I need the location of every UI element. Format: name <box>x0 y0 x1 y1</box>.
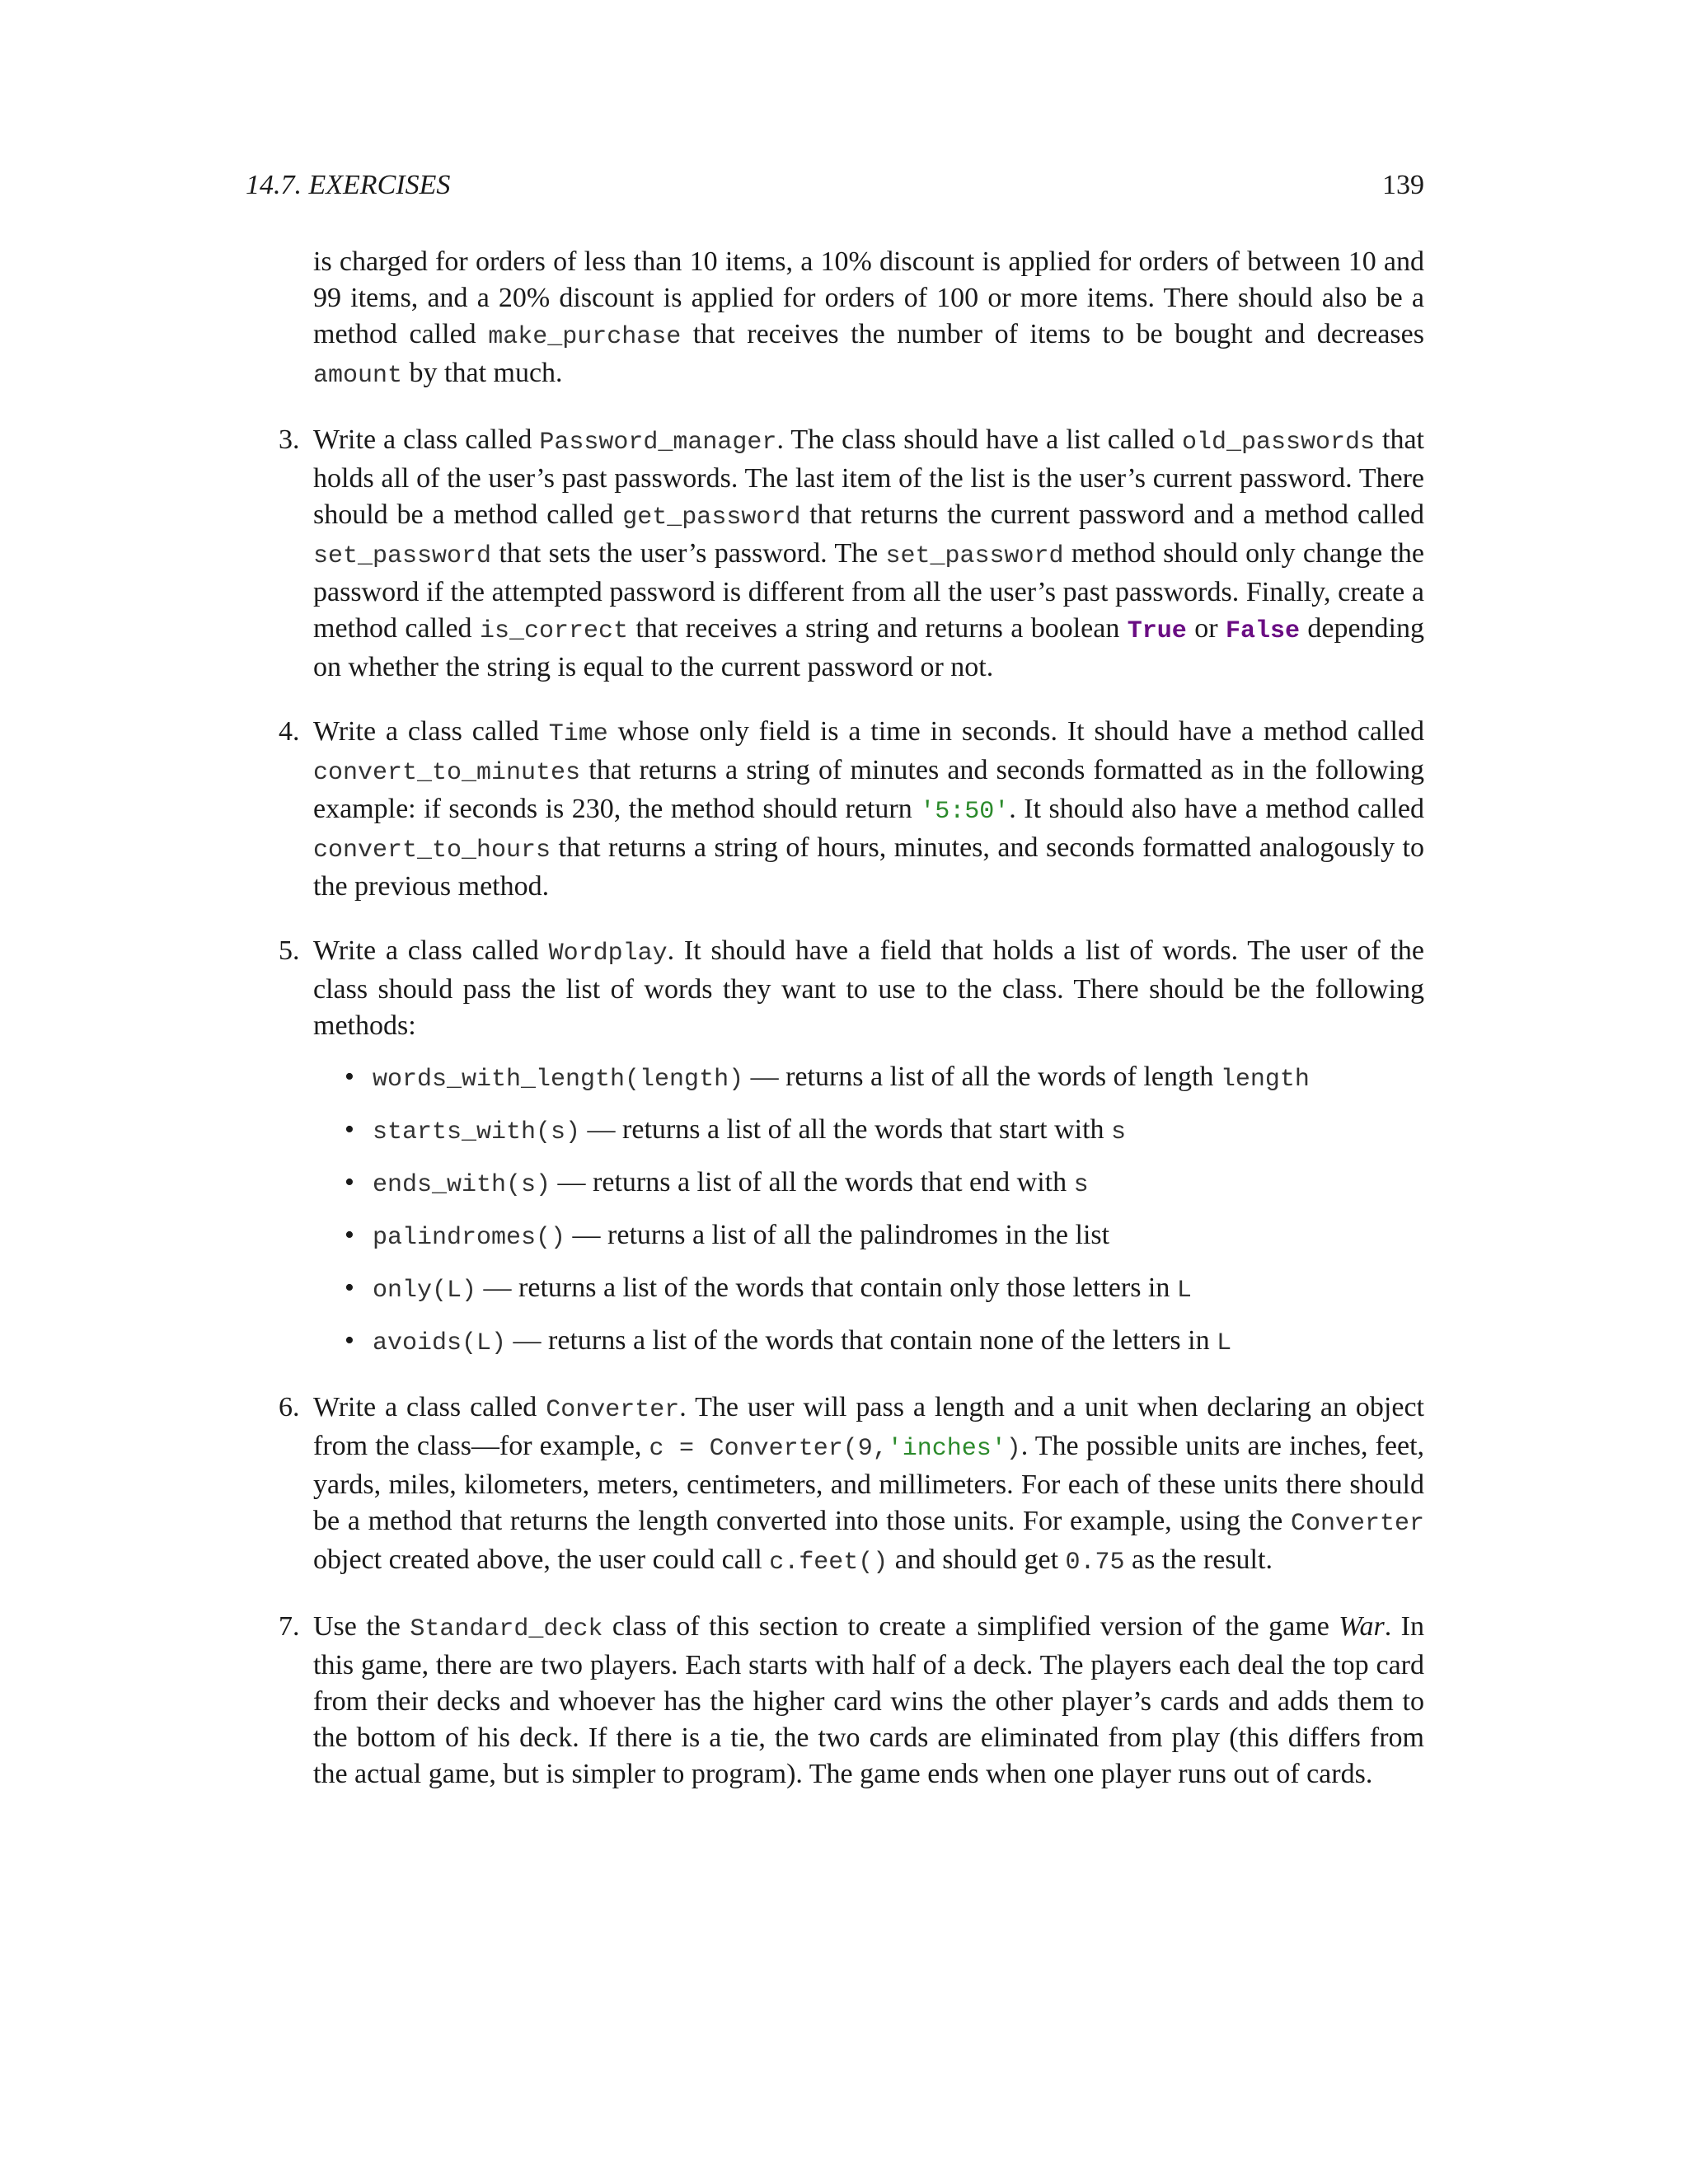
keyword-true: True <box>1127 617 1187 645</box>
text: that returns a string of hours, minutes, and seconds formatted analogously to the previous method. <box>313 832 1424 902</box>
text: . The class should have a list called <box>776 424 1182 455</box>
text: by that much. <box>402 358 563 388</box>
code-set-password: set_password <box>885 542 1064 570</box>
text: that returns a string of minutes and seconds formatted as in the following example: if seconds is 230, the method should return <box>313 755 1424 824</box>
text: depending on whether the string is equal to the current password or not. <box>313 613 1424 682</box>
method-code: words_with_length(length) <box>373 1066 744 1094</box>
exercise-number: 5. <box>279 935 300 966</box>
code-is-correct: is_correct <box>479 617 628 645</box>
text: that holds all of the user’s past passwords. The last item of the list is the user’s current password. There should be a method called <box>313 424 1424 530</box>
text: — returns a list of all the palindromes in the list <box>565 1220 1110 1250</box>
text: Write a class called <box>313 716 549 747</box>
code-amount: amount <box>313 362 403 390</box>
method-code: avoids(L) <box>373 1329 507 1357</box>
list-item <box>345 1165 1424 1203</box>
list-item <box>345 1217 1424 1256</box>
code-make-purchase: make_purchase <box>488 323 682 351</box>
code-feet-call: c.feet() <box>769 1549 889 1577</box>
code-get-password: get_password <box>622 504 801 532</box>
exercise-3 <box>279 422 1425 686</box>
text: . It should have a field that holds a list of words. The user of the class should pass the list of words they want to use to the class. There should be the following methods: <box>313 935 1424 1041</box>
method-arg: L <box>1217 1329 1232 1357</box>
text: Write a class called <box>313 935 549 966</box>
code-converter: Converter <box>546 1396 680 1424</box>
text: — returns a list of all the words that end with <box>551 1167 1074 1197</box>
text: . It should also have a method called <box>1009 794 1424 824</box>
text: — returns a list of all the words that start with <box>580 1114 1112 1145</box>
text: class of this section to create a simplified version of the game <box>603 1611 1339 1642</box>
method-arg: s <box>1073 1171 1089 1199</box>
text: object created above, the user could call <box>313 1544 770 1575</box>
bullet: • <box>345 1220 354 1250</box>
list-item <box>345 1059 1424 1098</box>
code-time: Time <box>548 720 608 748</box>
text: method should only change the password if the attempted password is different from all the user’s past passwords. Finally, create a method called <box>313 538 1425 644</box>
exercise-6 <box>279 1390 1425 1581</box>
text: Write a class called <box>313 424 540 455</box>
page-body <box>246 244 1424 1821</box>
exercise-number: 3. <box>279 424 300 455</box>
text: — returns a list of the words that contain only those letters in <box>476 1272 1177 1303</box>
bullet: • <box>345 1325 354 1356</box>
exercise-5 <box>279 933 1424 1361</box>
text: — returns a list of all the words of length <box>743 1062 1221 1092</box>
text: — returns a list of the words that contain none of the letters in <box>506 1325 1217 1356</box>
code-password-manager: Password_manager <box>539 429 777 457</box>
text: that receives a string and returns a boolean <box>628 613 1128 644</box>
code-convert-to-hours: convert_to_hours <box>313 837 551 865</box>
code-old-passwords: old_passwords <box>1181 429 1376 457</box>
method-arg: L <box>1176 1277 1192 1305</box>
bullet: • <box>345 1272 354 1303</box>
game-name: War <box>1339 1611 1385 1642</box>
code-convert-to-minutes: convert_to_minutes <box>313 759 581 787</box>
method-code: palindromes() <box>373 1224 566 1252</box>
section-title: 14.7. EXERCISES <box>246 170 451 200</box>
bullet: • <box>345 1114 354 1145</box>
code-converter: Converter <box>1290 1510 1424 1538</box>
method-code: ends_with(s) <box>373 1171 551 1199</box>
method-arg: length <box>1220 1066 1310 1094</box>
exercise-number: 6. <box>279 1392 300 1422</box>
code-result: 0.75 <box>1065 1549 1125 1577</box>
string-literal: 'inches' <box>887 1435 1006 1463</box>
text: that receives the number of items to be bought and decreases <box>681 319 1424 349</box>
code-paren: ) <box>1006 1435 1021 1463</box>
text: . In this game, there are two players. Each starts with half of a deck. The players each deal the top card from their decks and whoever has the higher card wins the other player’s cards and adds them to the bottom of his deck. If there is a tie, the two cards are eliminated from play (this differs from the actual game, but is simpler to program). The game ends when one player runs out of cards. <box>313 1611 1424 1789</box>
method-code: only(L) <box>373 1277 477 1305</box>
text: that returns the current password and a method called <box>800 499 1425 530</box>
text: . The user will pass a length and a unit when declaring an object from the class—for example, <box>313 1392 1424 1461</box>
exercise-4 <box>279 714 1424 905</box>
keyword-false: False <box>1225 617 1300 645</box>
text: Use the <box>313 1611 410 1642</box>
page-number: 139 <box>1382 170 1424 200</box>
list-item <box>345 1270 1424 1309</box>
code-wordplay: Wordplay <box>548 940 668 968</box>
method-arg: s <box>1111 1118 1127 1146</box>
bullet: • <box>345 1062 354 1092</box>
text: as the result. <box>1124 1544 1273 1575</box>
exercise-number: 4. <box>279 716 300 747</box>
running-header <box>246 170 1424 201</box>
string-literal: '5:50' <box>920 798 1010 826</box>
code-standard-deck: Standard_deck <box>410 1615 603 1643</box>
exercise-number: 7. <box>279 1611 300 1642</box>
text: or <box>1186 613 1226 644</box>
list-item <box>345 1323 1424 1361</box>
text: whose only field is a time in seconds. It should have a method called <box>607 716 1424 747</box>
exercise-7 <box>279 1609 1424 1793</box>
list-item <box>345 1112 1424 1151</box>
code-set-password: set_password <box>313 542 492 570</box>
bullet: • <box>345 1167 354 1197</box>
code-example-call: c = Converter(9, <box>649 1435 888 1463</box>
text: is charged for orders of less than 10 items, a 10% discount is applied for orders of between 10 and 99 items, and a 20% discount is applied for orders of 100 or more items. There should also be a method called <box>313 246 1424 349</box>
text: . The possible units are inches, feet, yards, miles, kilometers, meters, centimeters, and millimeters. For each of these units there should be a method that returns the length converted into those units. For example, using the <box>313 1431 1425 1536</box>
continued-paragraph <box>313 244 1424 394</box>
text: and should get <box>888 1544 1066 1575</box>
method-list <box>313 1059 1424 1361</box>
method-code: starts_with(s) <box>373 1118 581 1146</box>
text: Write a class called <box>313 1392 546 1422</box>
text: that sets the user’s password. The <box>491 538 886 569</box>
